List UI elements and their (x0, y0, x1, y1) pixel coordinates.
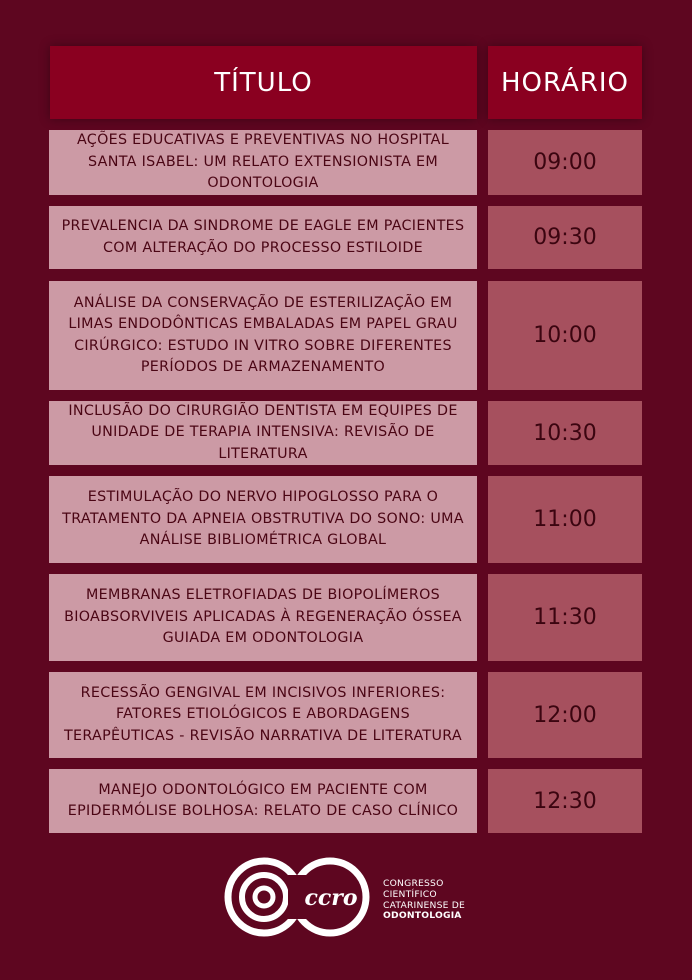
column-header-time: HORÁRIO (488, 46, 642, 119)
congress-name-line: CONGRESSO (383, 878, 444, 889)
congress-name (383, 879, 465, 922)
schedule-row-time: 12:00 (488, 672, 642, 758)
schedule-row-time: 09:30 (488, 206, 642, 269)
congress-name-line: CIENTÍFICO (383, 888, 437, 900)
schedule-row-title: AÇÕES EDUCATIVAS E PREVENTIVAS NO HOSPITAL SANTA ISABEL: UM RELATO EXTENSIONISTA EM ODONTOLOGIA (49, 130, 477, 195)
schedule-row-title: MEMBRANAS ELETROFIADAS DE BIOPOLÍMEROS BIOABSORVIVEIS APLICADAS À REGENERAÇÃO ÓSSEA GUIADA EM ODONTOLOGIA (49, 574, 477, 661)
schedule-row-title: RECESSÃO GENGIVAL EM INCISIVOS INFERIORES: FATORES ETIOLÓGICOS E ABORDAGENS TERAPÊUTICAS - REVISÃO NARRATIVA DE LITERATURA (49, 672, 477, 758)
schedule-row-time: 11:00 (488, 476, 642, 563)
schedule-row-time: 10:30 (488, 401, 642, 465)
schedule-row-time: 11:30 (488, 574, 642, 661)
schedule-row-title: ESTIMULAÇÃO DO NERVO HIPOGLOSSO PARA O TRATAMENTO DA APNEIA OBSTRUTIVA DO SONO: UMA ANÁLISE BIBLIOMÉTRICA GLOBAL (49, 476, 477, 563)
congress-name-line: CATARINENSE DE (383, 899, 466, 911)
schedule-row-title: ANÁLISE DA CONSERVAÇÃO DE ESTERILIZAÇÃO EM LIMAS ENDODÔNTICAS EMBALADAS EM PAPEL GRAU CIRÚRGICO: ESTUDO IN VITRO SOBRE DIFERENTES PERÍODOS DE ARMAZENAMENTO (49, 281, 477, 390)
schedule-row-time: 12:30 (488, 769, 642, 833)
congress-name-line: ODONTOLOGIA (383, 910, 462, 922)
schedule-row-time: 09:00 (488, 130, 642, 195)
logo-mark-text: ccro (304, 885, 358, 911)
column-header-title: TÍTULO (50, 46, 477, 119)
schedule-row-title: MANEJO ODONTOLÓGICO EM PACIENTE COM EPIDERMÓLISE BOLHOSA: RELATO DE CASO CLÍNICO (49, 769, 477, 833)
schedule-row-time: 10:00 (488, 281, 642, 390)
schedule-row-title: PREVALENCIA DA SINDROME DE EAGLE EM PACIENTES COM ALTERAÇÃO DO PROCESSO ESTILOIDE (49, 206, 477, 269)
schedule-row-title: INCLUSÃO DO CIRURGIÃO DENTISTA EM EQUIPES DE UNIDADE DE TERAPIA INTENSIVA: REVISÃO DE LITERATURA (49, 401, 477, 465)
